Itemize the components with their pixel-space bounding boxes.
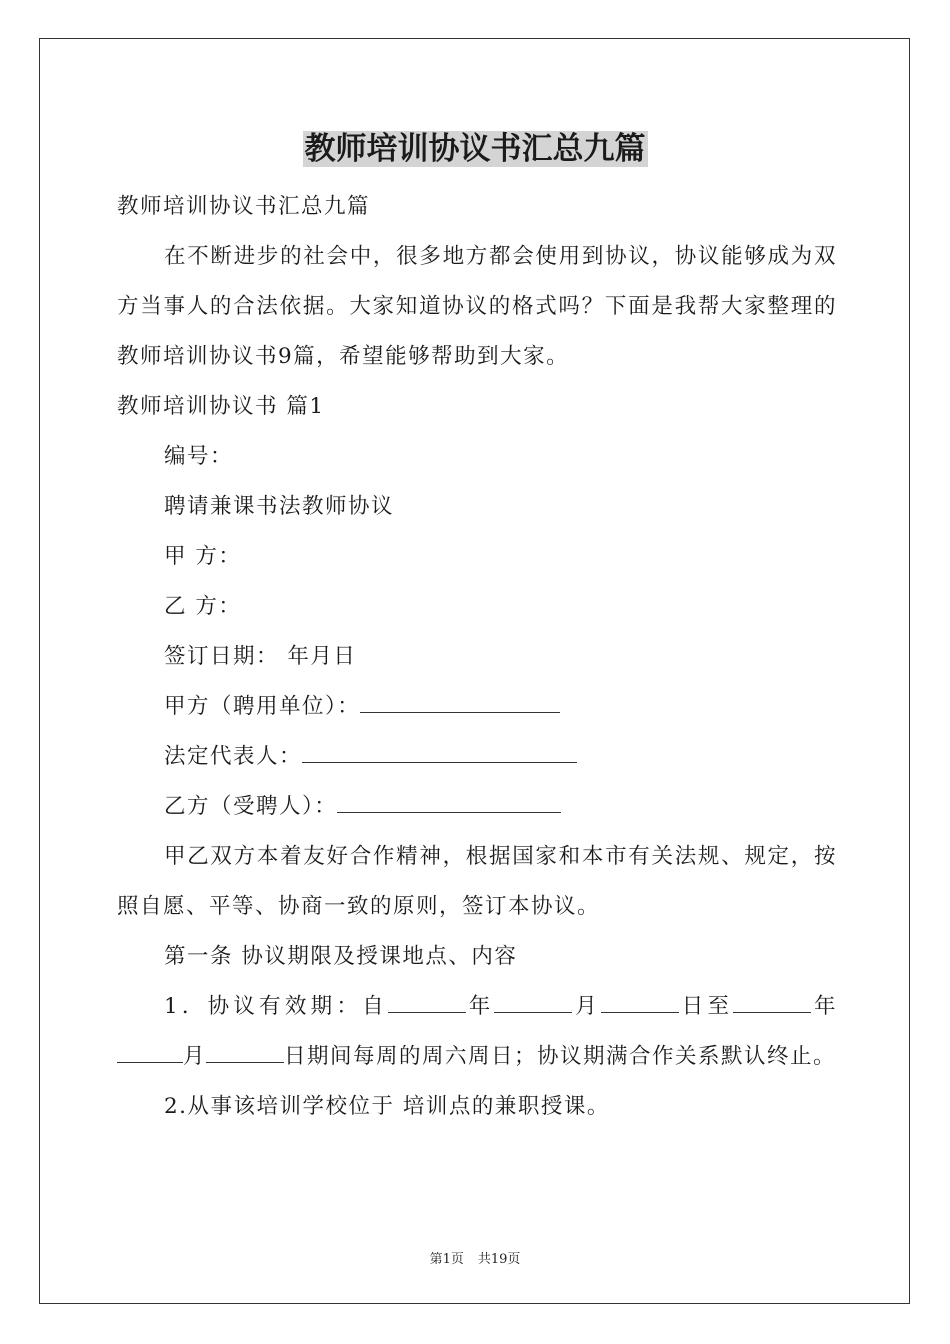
- start-year-blank: [388, 1011, 466, 1013]
- item1-tail: 日期间每周的周六周日；协议期满合作关系默认终止。: [284, 1044, 837, 1069]
- end-month-blank: [117, 1061, 183, 1063]
- title-text: 教师培训协议书汇总九篇: [304, 131, 646, 167]
- item1-year: 年: [465, 994, 495, 1019]
- legal-rep-line: [117, 732, 837, 782]
- start-day-blank: [601, 1011, 679, 1013]
- party-a-employer-label: 甲方（聘用单位）：: [164, 694, 361, 719]
- party-b-employee-label: 乙方（受聘人）：: [164, 794, 338, 819]
- party-a-employer-blank: [360, 711, 560, 713]
- page-number-current: 第1页: [429, 1252, 464, 1267]
- article1-item1: [117, 982, 837, 1082]
- sign-date-field: 签订日期： 年月日: [164, 644, 357, 669]
- start-month-blank: [494, 1011, 572, 1013]
- subtitle: 教师培训协议书汇总九篇: [117, 194, 371, 219]
- party-a-employer-line: [117, 682, 837, 732]
- end-year-blank: [733, 1011, 811, 1013]
- number-field: 编号：: [164, 444, 234, 469]
- preamble-paragraph: 甲乙双方本着友好合作精神，根据国家和本市有关法规、规定，按照自愿、平等、协商一致的原则，签订本协议。: [117, 844, 837, 919]
- legal-rep-label: 法定代表人：: [164, 744, 303, 769]
- document-title: [0, 128, 950, 170]
- party-a-field: 甲 方：: [164, 544, 242, 569]
- intro-paragraph: 在不断进步的社会中，很多地方都会使用到协议，协议能够成为双方当事人的合法依据。大家知道协议的格式吗？下面是我帮大家整理的教师培训协议书9篇，希望能够帮助到大家。: [117, 244, 837, 369]
- document-body: [117, 182, 837, 1132]
- item1-lead: 1．协议有效期：自: [164, 994, 388, 1019]
- page-footer: [0, 1248, 950, 1267]
- agreement-name: 聘请兼课书法教师协议: [164, 494, 395, 519]
- end-day-blank: [206, 1061, 284, 1063]
- party-b-field: 乙 方：: [164, 594, 242, 619]
- article1-heading: 第一条 协议期限及授课地点、内容: [164, 944, 518, 969]
- legal-rep-blank: [302, 761, 577, 763]
- party-b-employee-blank: [337, 811, 561, 813]
- article1-item2: 2.从事该培训学校位于 培训点的兼职授课。: [164, 1094, 610, 1119]
- item1-month2: 月: [183, 1044, 207, 1069]
- item1-year2: 年: [811, 994, 837, 1019]
- page-number-total: 共19页: [477, 1252, 521, 1267]
- section-heading: 教师培训协议书 篇1: [117, 394, 325, 419]
- party-b-employee-line: [117, 782, 837, 832]
- item1-month: 月: [572, 994, 601, 1019]
- item1-day-to: 日至: [678, 994, 734, 1019]
